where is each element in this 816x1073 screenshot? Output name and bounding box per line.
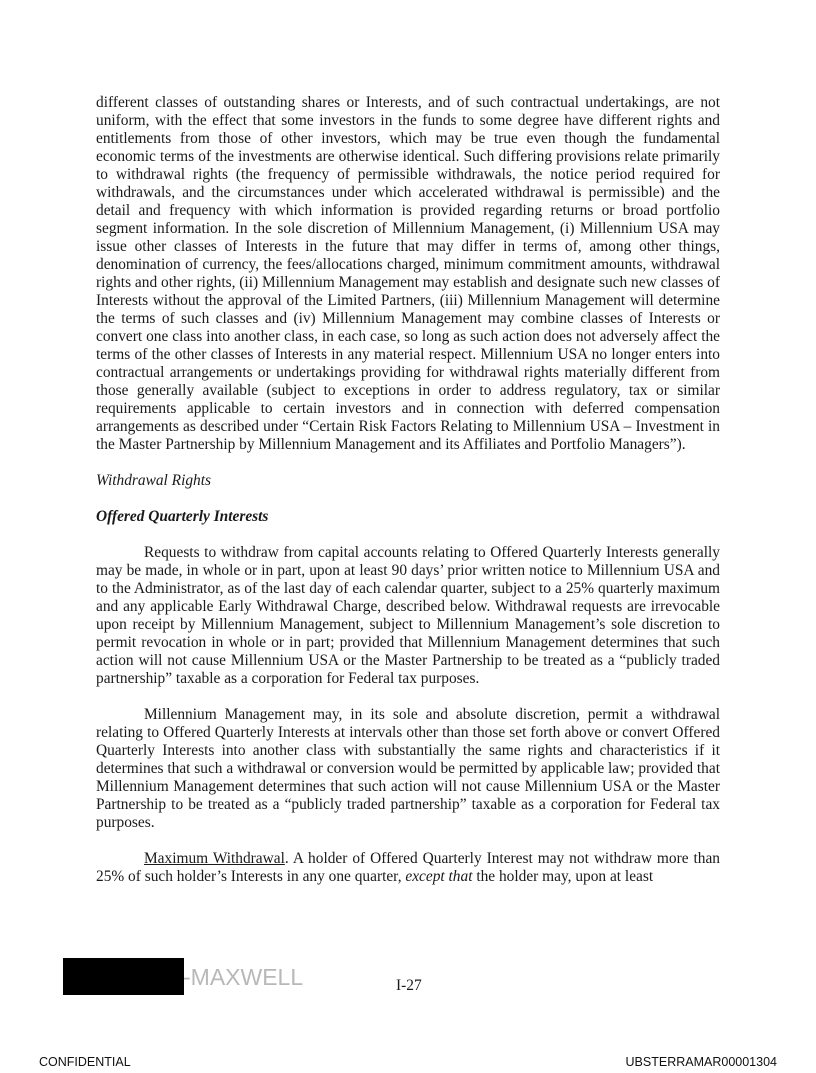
exhibit-stamp: -MAXWELL <box>183 964 304 990</box>
heading-offered-quarterly-interests: Offered Quarterly Interests <box>96 508 269 525</box>
paragraph-classes-of-interests: different classes of outstanding shares or Interests, and of such contractual undertakings, are not uniform, with the effect that some investors in the funds to some degree have different rights and entitlements from those of other investors, which may be true even though the fundamental economic terms of the investments are otherwise identical. Such differing provisions relate primarily to withdrawal rights (the frequency of permissible withdrawals, the notice period required for withdrawals, and the circumstances under which accelerated withdrawal is permissible) and the detail and frequency with which information is provided regarding returns or broad portfolio segment information. In the sole discretion of Millennium Management, (i) Millennium USA may issue other classes of Interests in the future that may differ in terms of, among other things, denomination of currency, the fees/allocations charged, minimum commitment amounts, withdrawal rights and other rights, (ii) Millennium Management may establish and designate such new classes of Interests without the approval of the Limited Partners, (iii) Millennium Management will determine the terms of such classes and (iv) Millennium Management may combine classes of Interests or convert one class into another class, in each case, so long as such action does not adversely affect the terms of the other classes of Interests in any material respect. Millennium USA no longer enters into contractual arrangements or undertakings providing for withdrawal rights materially different from those generally available (subject to exceptions in order to address regulatory, tax or similar requirements applicable to certain investors and in connection with deferred compensation arrangements as described under “Certain Risk Factors Relating to Millennium USA – Investment in the Master Partnership by Millennium Management and its Affiliates and Portfolio Managers”). <box>96 94 720 453</box>
page-number: I-27 <box>396 977 422 994</box>
paragraph-withdrawal-requests: Requests to withdraw from capital accounts relating to Offered Quarterly Interests generally may be made, in whole or in part, upon at least 90 days’ prior written notice to Millennium USA and to the Administrator, as of the last day of each calendar quarter, subject to a 25% quarterly maximum and any applicable Early Withdrawal Charge, described below. Withdrawal requests are irrevocable upon receipt by Millennium Management, subject to Millennium Management’s sole discretion to permit revocation in whole or in part; provided that Millennium Management determines that such action will not cause Millennium USA or the Master Partnership to be treated as a “publicly traded partnership” taxable as a corporation for Federal tax purposes. <box>96 544 720 687</box>
document-body <box>96 94 720 904</box>
except-that-phrase: except that <box>405 868 473 885</box>
paragraph-maximum-withdrawal <box>96 850 720 886</box>
maximum-withdrawal-text: . A holder of Offered Quarterly Interest may not withdraw more than 25% of such holder’s Interests in any one quarter, <box>96 850 721 885</box>
subheading-withdrawal-rights: Withdrawal Rights <box>96 472 212 489</box>
paragraph-discretionary-withdrawal: Millennium Management may, in its sole and absolute discretion, permit a withdrawal relating to Offered Quarterly Interests at intervals other than those set forth above or convert Offered Quarterly Interests into another class with substantially the same rights and characteristics if it determines that such a withdrawal or conversion would be permitted by applicable law; provided that Millennium Management determines that such action will not cause Millennium USA or the Master Partnership to be treated as a “publicly traded partnership” taxable as a corporation for Federal tax purposes. <box>96 706 720 831</box>
redaction-block <box>63 958 184 995</box>
maximum-withdrawal-term: Maximum Withdrawal <box>144 850 285 867</box>
maximum-withdrawal-rest: the holder may, upon at least <box>472 868 654 885</box>
bates-number: UBSTERRAMAR00001304 <box>625 1055 777 1069</box>
confidential-label: CONFIDENTIAL <box>39 1055 131 1069</box>
